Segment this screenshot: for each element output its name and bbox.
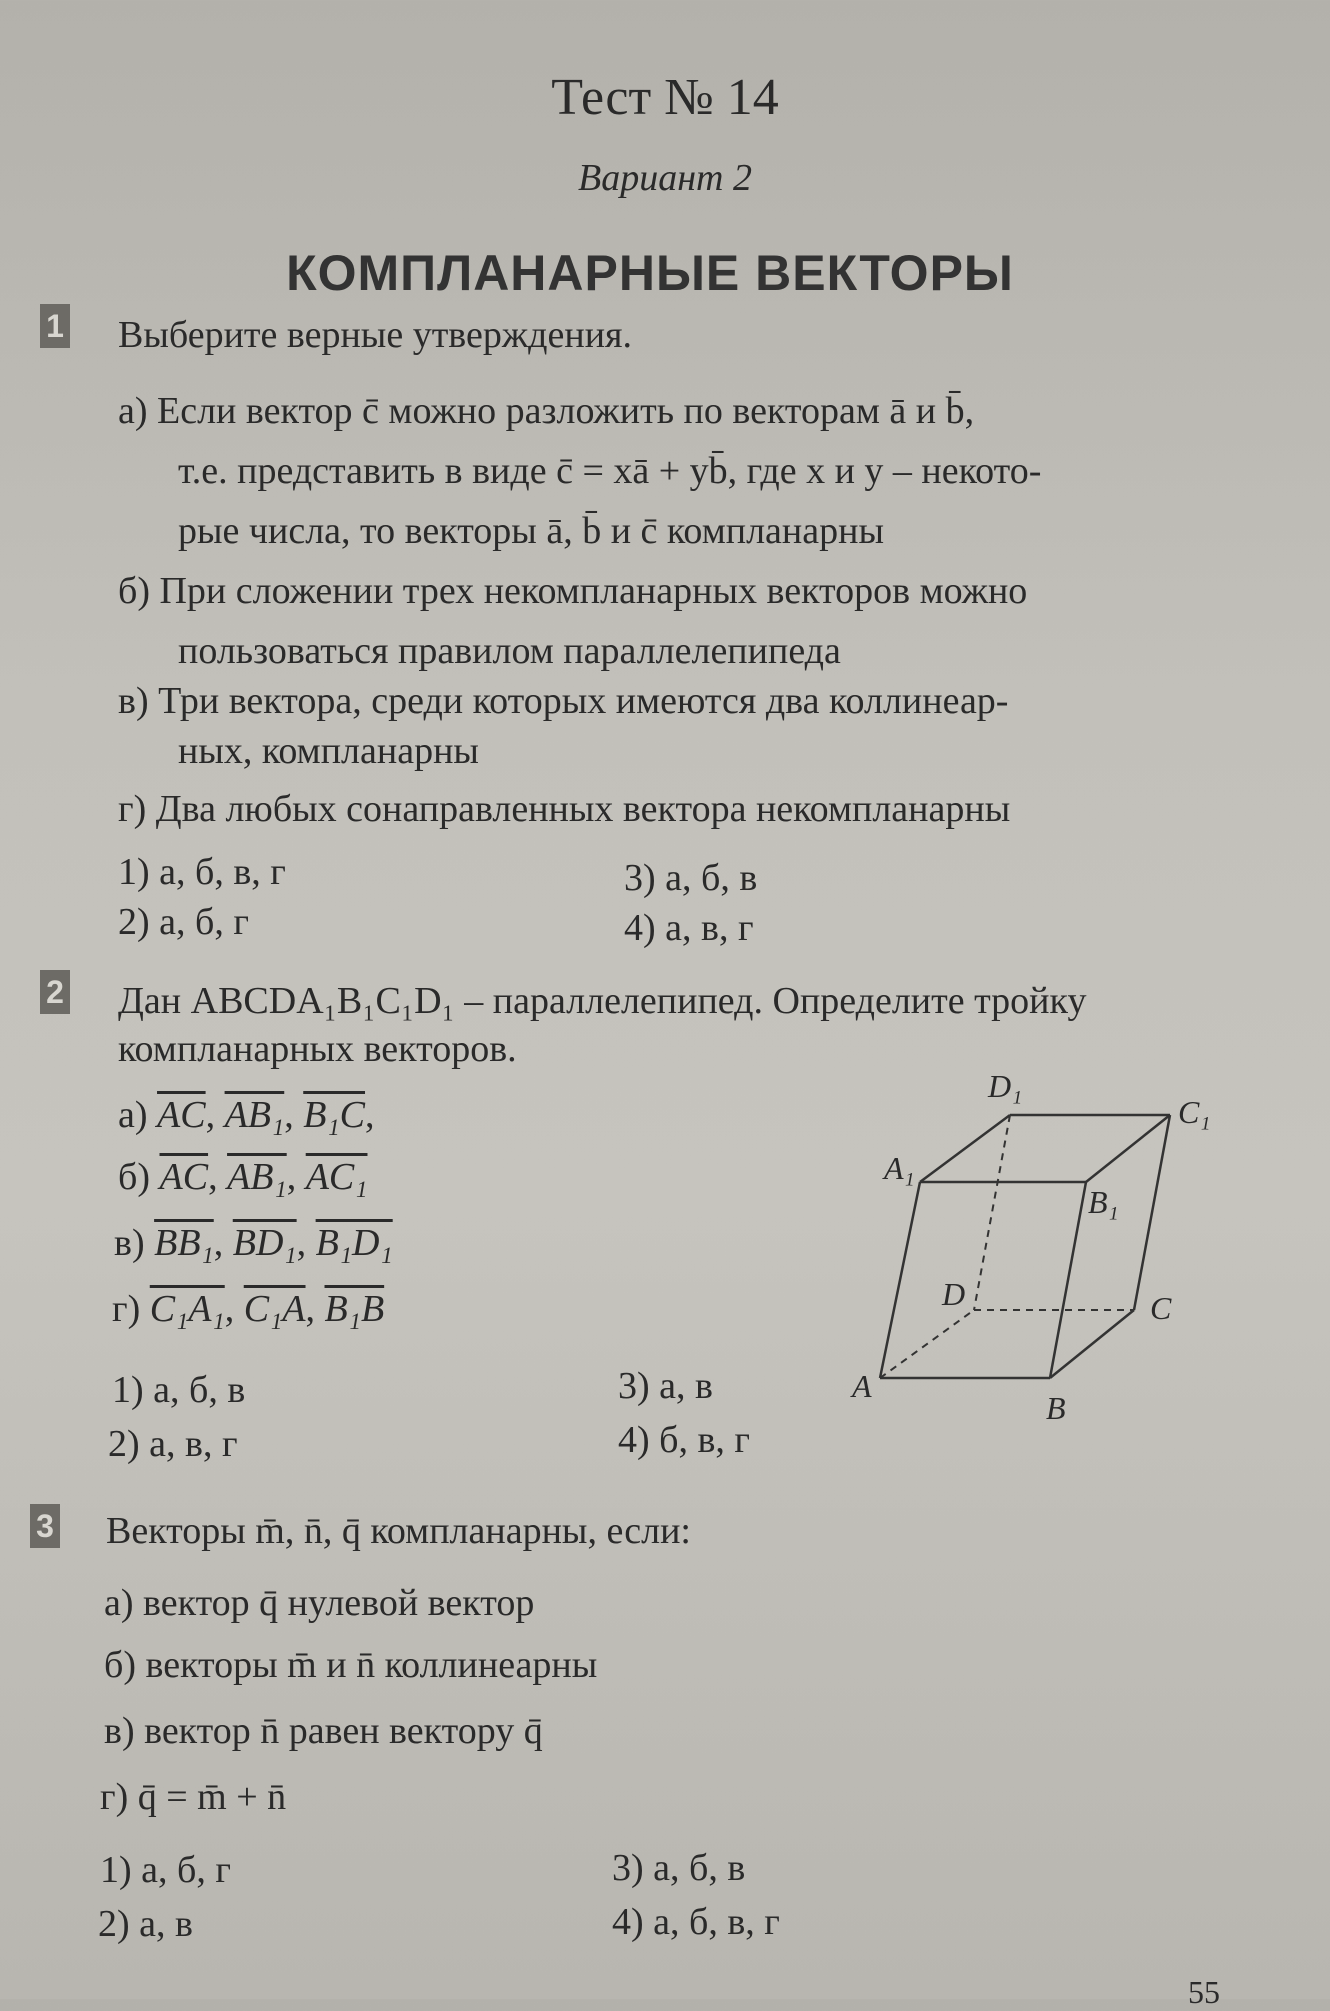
question-2-number: 2 [40,970,70,1014]
question-2-answer-2: 2) а, в, г [108,1423,238,1465]
question-3-option-g: г) q̄ = m̄ + n̄ [100,1776,287,1818]
hidden-edge-d1-d [974,1115,1010,1310]
vector: AB₁ [227,1156,287,1198]
question-1-answer-4: 4) а, в, г [624,907,754,949]
question-1-option-b-line-1: б) При сложении трех некомпланарных векторов можно [118,570,1028,612]
question-3-answer-2: 2) а, в [98,1903,193,1945]
question-1-option-a-line-2: т.е. представить в виде c̄ = xā + yb̄, где x и y – некото- [178,450,1042,492]
variant-label: Вариант 2 [577,157,752,199]
edge-b1-c1 [1086,1115,1170,1182]
hidden-edge-a-d [880,1310,974,1378]
question-3-number: 3 [30,1504,60,1548]
vector: B₁D₁ [315,1222,393,1264]
vector: B₁C [303,1094,366,1136]
vector: BD₁ [232,1222,297,1264]
question-3-answer-4: 4) а, б, в, г [612,1901,780,1943]
question-2-option-g: г) C₁A₁, C₁A, B₁B [112,1288,385,1330]
question-1-option-v-line-1: в) Три вектора, среди которых имеются два коллинеар- [118,680,1009,722]
question-1-answer-3: 3) а, б, в [624,857,758,899]
question-3-prompt: Векторы m̄, n̄, q̄ компланарны, если: [106,1510,691,1552]
label-c: C [1150,1290,1172,1326]
question-1-option-v-line-2: ных, компланарны [178,730,479,772]
question-2-prompt-line-1: Дан ABCDA₁B₁C₁D₁ – параллелепипед. Определите тройку [118,980,1087,1022]
edge-b1-b [1050,1182,1086,1378]
label-b1: B₁ [1088,1184,1119,1220]
question-3-answer-1: 1) а, б, г [100,1849,231,1891]
question-3-option-b: б) векторы m̄ и n̄ коллинеарны [104,1644,598,1686]
question-1-option-b-line-2: пользоваться правилом параллелепипеда [178,630,841,672]
vector: AC₁ [305,1156,368,1198]
vector: $\overline{AC}$ [157,1094,206,1136]
question-2-option-b: б) $\overline{AC}$, AB₁, AC₁ [118,1156,368,1198]
question-2-answer-4: 4) б, в, г [618,1419,751,1461]
label-d: D [942,1276,966,1312]
option-letter: г) [112,1288,141,1330]
edge-b-c [1050,1310,1134,1378]
question-3-option-v: в) вектор n̄ равен вектору q̄ [104,1710,543,1752]
label-c1: C₁ [1178,1094,1211,1130]
edge-a1-d1 [920,1115,1010,1182]
question-1-option-g: г) Два любых сонаправленных вектора некомпланарны [118,788,1011,830]
vector: $\overline{AC}$ [159,1156,209,1198]
option-letter: а) [118,1094,148,1136]
label-a1: A₁ [884,1150,915,1186]
vector: BB₁ [154,1222,214,1264]
question-1-option-a-line-1: а) Если вектор c̄ можно разложить по векторам ā и b̄, [118,390,975,432]
parallelepiped-figure [850,1060,1230,1430]
question-2-prompt-line-2: компланарных векторов. [118,1028,517,1070]
option-letter: в) [114,1222,145,1264]
question-2-option-v: в) BB₁, BD₁, B₁D₁ [114,1222,393,1264]
question-3-option-a: а) вектор q̄ нулевой вектор [104,1582,535,1624]
edge-c1-c [1134,1115,1170,1310]
question-2-answer-3: 3) а, в [618,1365,713,1407]
vector: AB₁ [224,1094,285,1136]
vector: C₁A [243,1288,306,1330]
option-letter: б) [118,1156,150,1198]
label-d1: D₁ [988,1068,1023,1104]
edge-a1-a [880,1182,920,1378]
option-end: , [365,1094,375,1136]
test-title: Тест № 14 [551,69,779,126]
vector: C₁A₁ [149,1288,225,1330]
page-number: 55 [1188,1974,1220,2010]
vector: B₁B [324,1288,385,1330]
question-1-option-a-line-3: рые числа, то векторы ā, b̄ и c̄ компланарны [178,510,884,552]
question-3-answer-3: 3) а, б, в [612,1847,746,1889]
question-1-number: 1 [40,304,70,348]
label-a: A [852,1368,872,1404]
question-1-prompt: Выберите верные утверждения. [118,314,633,356]
question-1-answer-2: 2) а, б, г [118,901,249,943]
question-2-answer-1: 1) а, б, в [112,1369,246,1411]
question-1-answer-1: 1) а, б, в, г [118,851,286,893]
question-2-option-a: а) $\overline{AC}$, AB₁, B₁C, [118,1094,375,1136]
topic-heading: КОМПЛАНАРНЫЕ ВЕКТОРЫ [286,245,1014,301]
label-b: B [1046,1390,1066,1426]
